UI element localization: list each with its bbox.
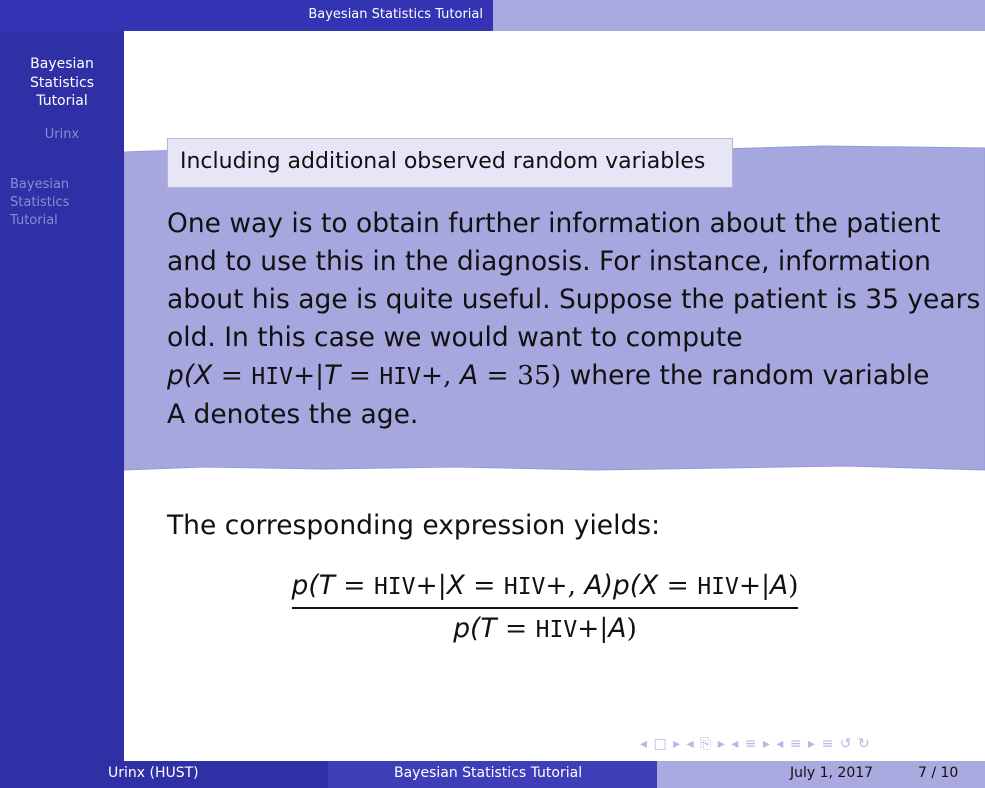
block-line: One way is to obtain further information about the patient	[167, 208, 941, 239]
block-line: old. In this case we would want to compute	[167, 322, 743, 353]
formula-var-x: X	[194, 360, 213, 391]
num-var-x: X	[446, 570, 465, 601]
block-line: A denotes the age.	[167, 399, 419, 430]
footer-title: Bayesian Statistics Tutorial	[394, 765, 583, 781]
den-var-t: T	[480, 613, 497, 644]
sidebar-section-link[interactable]	[10, 176, 120, 230]
fraction-denominator	[245, 613, 845, 644]
den-close: )	[626, 613, 637, 644]
num-hiv: HIV	[697, 574, 739, 600]
footer-bar	[0, 761, 985, 788]
sidebar-section-line: Statistics	[10, 195, 70, 210]
den-var-a: A	[608, 613, 627, 644]
num-var-a: A	[584, 570, 603, 601]
formula-var-t: T	[324, 360, 341, 391]
bayes-fraction	[245, 570, 845, 644]
num-p: )p(	[602, 570, 641, 601]
formula-hiv: HIV	[379, 364, 421, 390]
sidebar-section-line: Bayesian	[10, 177, 70, 192]
num-var-x: X	[640, 570, 659, 601]
den-equals: =	[496, 613, 536, 644]
header-title: Bayesian Statistics Tutorial	[308, 7, 483, 22]
block-line: about his age is quite useful. Suppose the patient is 35 years	[167, 284, 981, 315]
num-equals: =	[334, 570, 374, 601]
sidebar-title-line: Tutorial	[36, 93, 88, 109]
num-close: )	[788, 570, 799, 601]
formula-trailing-text: where the random variable	[561, 360, 930, 391]
formula-var-a: A	[459, 360, 479, 391]
footer-date: July 1, 2017	[790, 765, 874, 781]
formula-p: p(	[167, 360, 195, 391]
formula-plus-comma: +,	[420, 360, 460, 391]
formula-age-value: = 35)	[478, 360, 562, 391]
num-given: +|	[415, 570, 447, 601]
num-hiv: HIV	[503, 574, 546, 600]
header-bar	[0, 0, 985, 31]
sidebar-title[interactable]	[0, 55, 124, 111]
footer-page-number: 7 / 10	[918, 765, 959, 781]
formula-equals: =	[212, 360, 252, 391]
num-plus-comma: +,	[545, 570, 585, 601]
block-line: and to use this in the diagnosis. For instance, information	[167, 246, 931, 277]
block-title: Including additional observed random variables	[167, 138, 733, 188]
block-formula-line	[167, 357, 957, 396]
den-hiv: HIV	[535, 617, 578, 643]
formula-equals: =	[340, 360, 380, 391]
nav-symbols[interactable]: ◂ □ ▸ ◂ ⎘ ▸ ◂ ≡ ▸ ◂ ≡ ▸ ≡ ↺ ↻	[640, 736, 871, 752]
num-var-a: A	[770, 570, 789, 601]
formula-hiv: HIV	[251, 364, 293, 390]
sidebar-title-line: Bayesian	[30, 56, 94, 72]
formula-given: +|	[292, 360, 325, 391]
num-var-t: T	[318, 570, 335, 601]
den-given: +|	[577, 613, 609, 644]
footer-author: Urinx (HUST)	[108, 765, 199, 781]
num-p: p(	[291, 570, 319, 601]
sidebar-author[interactable]: Urinx	[44, 127, 80, 142]
content-intro: The corresponding expression yields:	[167, 510, 661, 541]
num-equals: =	[464, 570, 504, 601]
sidebar-title-line: Statistics	[30, 74, 94, 91]
sidebar	[0, 31, 124, 761]
header-right	[493, 0, 985, 31]
header-left	[0, 0, 493, 31]
block-body	[167, 205, 981, 434]
fraction-numerator	[292, 570, 799, 609]
num-given: +|	[738, 570, 770, 601]
num-hiv: HIV	[373, 574, 416, 600]
den-p: p(	[453, 613, 481, 644]
num-equals: =	[658, 570, 698, 601]
sidebar-section-line: Tutorial	[10, 213, 58, 228]
